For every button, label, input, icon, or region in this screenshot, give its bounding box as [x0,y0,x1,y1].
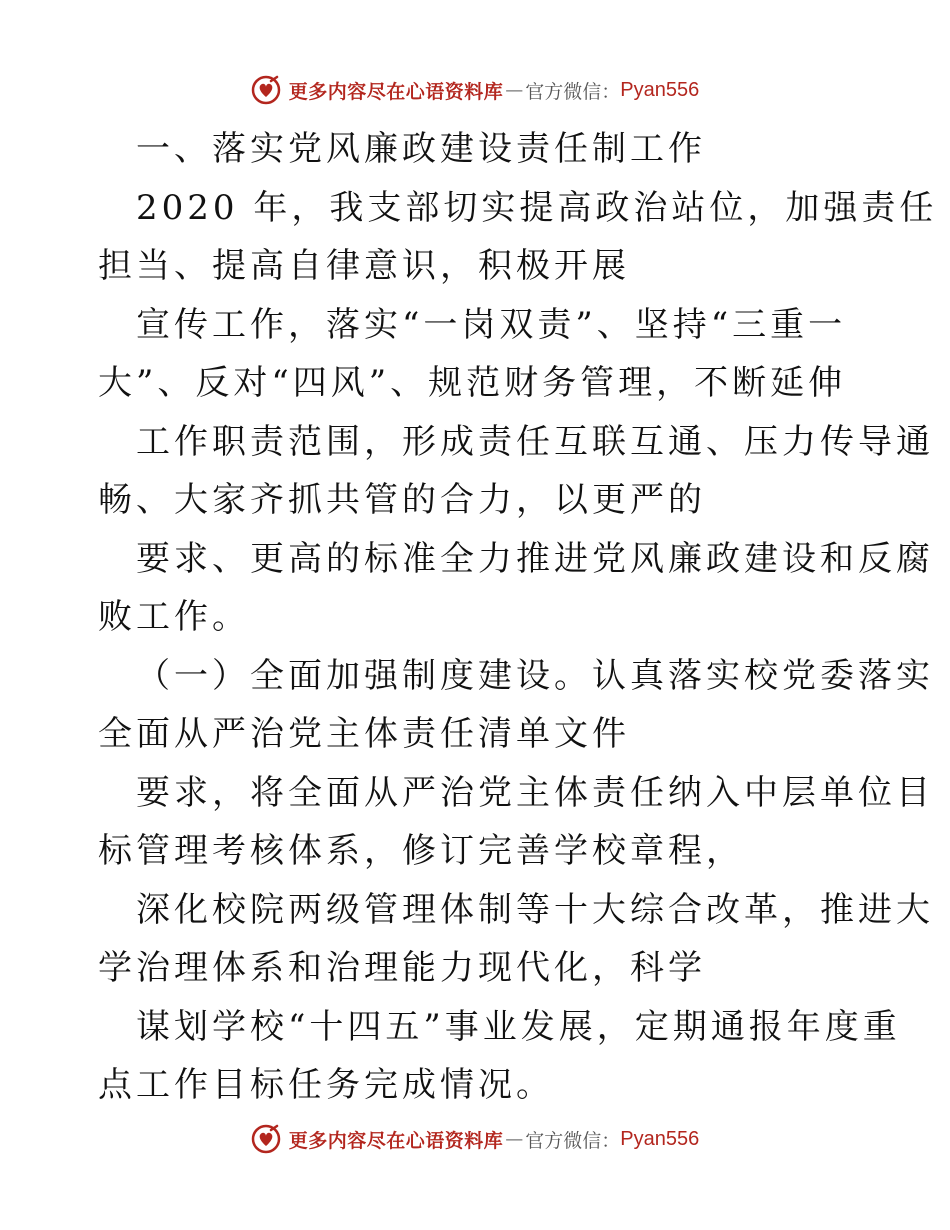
header-watermark [0,73,950,107]
watermark-brand: 更多内容尽在心语资料库 [288,80,504,103]
paragraph-line: 深化校院两级管理体制等十大综合改革，推进大 [136,889,934,930]
watermark-account: Pyan556 [620,78,700,101]
watermark-account: Pyan556 [620,1127,700,1150]
watermark-separator: — [505,1128,524,1150]
paragraph-line: 宣传工作，落实“一岗双责”、坚持“三重一 [136,304,847,345]
paragraph-line: 大”、反对“四风”、规范财务管理，不断延伸 [98,363,847,403]
section-heading: 一、落实党风廉政建设责任制工作 [136,129,706,169]
heart-pen-logo-icon [251,75,281,105]
paragraph-line: 败工作。 [98,597,250,637]
paragraph-line: 标管理考核体系，修订完善学校章程， [98,831,744,871]
paragraph-line: 学治理体系和治理能力现代化，科学 [98,948,706,988]
subsection-line: （一）全面加强制度建设。认真落实校党委落实 [136,655,934,696]
document-body [98,120,938,1115]
watermark-official-label: 官方微信： [525,1129,621,1152]
paragraph-line: 2020 年，我支部切实提高政治站位，加强责任 [136,187,938,228]
paragraph-line: 畅、大家齐抓共管的合力，以更严的 [98,480,706,520]
footer-watermark [0,1122,950,1156]
heart-pen-logo-icon [251,1124,281,1154]
watermark-official-label: 官方微信： [525,80,621,103]
paragraph-line: 工作职责范围，形成责任互联互通、压力传导通 [136,421,934,462]
watermark-separator: — [505,79,524,101]
paragraph-line: 点工作目标任务完成情况。 [98,1065,554,1105]
watermark-brand: 更多内容尽在心语资料库 [288,1129,504,1152]
paragraph-line: 担当、提高自律意识，积极开展 [98,246,630,286]
paragraph-line: 全面从严治党主体责任清单文件 [98,714,630,754]
paragraph-line: 要求、更高的标准全力推进党风廉政建设和反腐 [136,538,934,579]
paragraph-line: 要求，将全面从严治党主体责任纳入中层单位目 [136,772,934,813]
paragraph-line: 谋划学校“十四五”事业发展，定期通报年度重 [136,1006,901,1047]
